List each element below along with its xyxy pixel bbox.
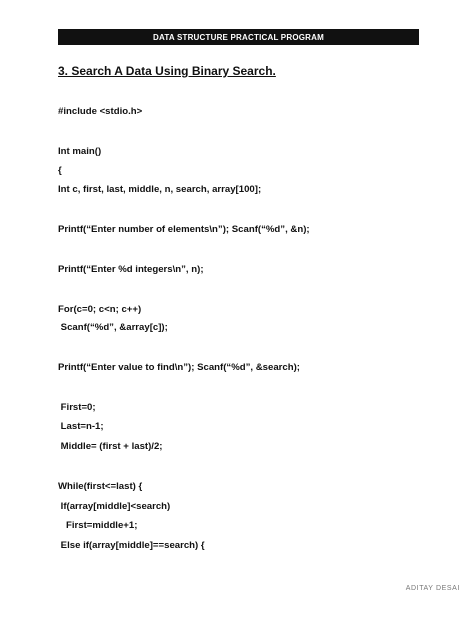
header-bar (58, 29, 419, 45)
code-line: First=middle+1; (58, 520, 138, 531)
code-line: Printf(“Enter number of elements\n”); Scanf(“%d”, &n); (58, 224, 310, 235)
code-line: Printf(“Enter value to find\n”); Scanf(“%d”, &search); (58, 362, 300, 373)
code-line: If(array[middle]<search) (58, 501, 171, 512)
header-title: DATA STRUCTURE PRACTICAL PROGRAM (153, 32, 324, 42)
code-line: { (58, 165, 62, 176)
code-line: Last=n-1; (58, 421, 104, 432)
code-line: #include <stdio.h> (58, 106, 143, 117)
code-line: First=0; (58, 402, 96, 413)
code-line: Int c, first, last, middle, n, search, array[100]; (58, 184, 262, 195)
code-line: Scanf(“%d”, &array[c]); (58, 322, 168, 333)
code-line: Middle= (first + last)/2; (58, 441, 163, 452)
code-line: Int main() (58, 146, 102, 157)
code-line: While(first<=last) { (58, 481, 143, 492)
footer-author: ADITAY DESAI (405, 585, 460, 592)
section-title: 3. Search A Data Using Binary Search. (58, 64, 276, 78)
code-line: Printf(“Enter %d integers\n”, n); (58, 264, 204, 275)
code-line: Else if(array[middle]==search) { (58, 540, 205, 551)
code-line: For(c=0; c<n; c++) (58, 304, 142, 315)
